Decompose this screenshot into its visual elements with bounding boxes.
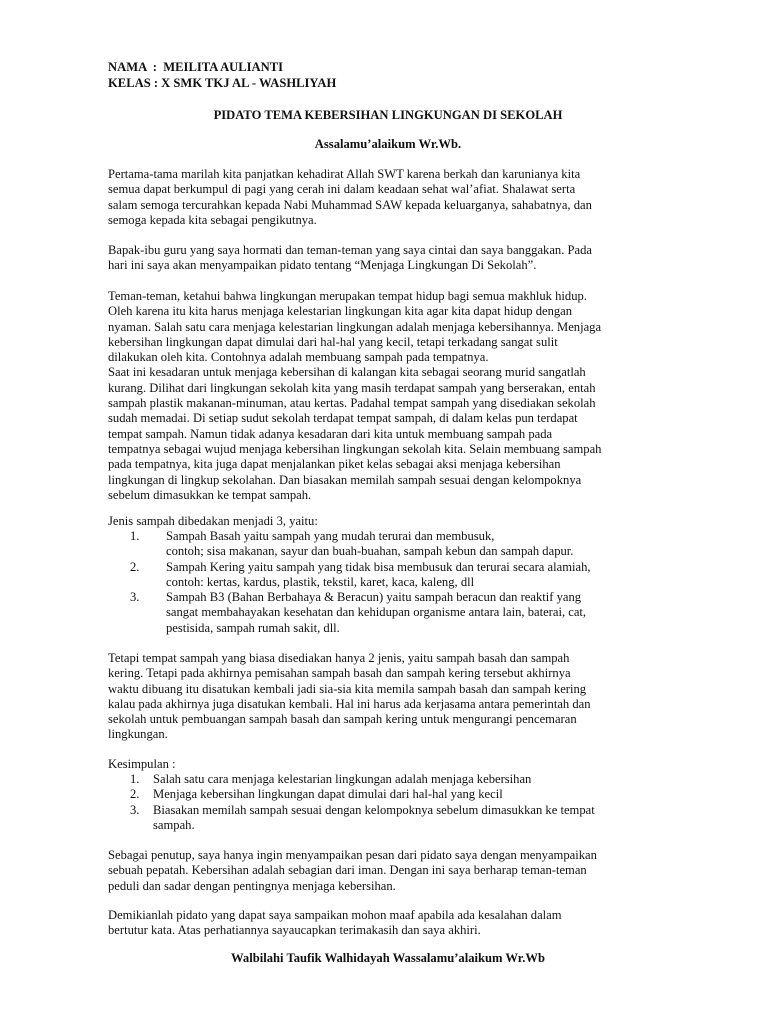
text-line: Sebagai penutup, saya hanya ingin menyampaikan pesan dari pidato saya dengan menyampaikan [108, 848, 597, 862]
text-line: contoh: kertas, kardus, plastik, tekstil, karet, kaca, kaleng, dll [166, 574, 475, 589]
list-number: 1. [130, 772, 140, 786]
text-line: Sampah Kering yaitu sampah yang tidak bisa membusuk dan terurai secara alamiah, [166, 559, 591, 574]
paragraph-closing-message [108, 848, 668, 894]
list-item [108, 560, 668, 591]
text-line: kering. Tetapi pada akhirnya pemisahan sampah basah dan sampah kering tersebut akhirnya [108, 666, 571, 681]
text-line: semoga kepada kita sebagai pengikutnya. [108, 212, 317, 227]
list-number: 1. [130, 529, 140, 543]
student-class: KELAS : X SMK TKJ AL - WASHLIYAH [108, 76, 337, 90]
text-line: salam semoga tercurahkan kepada Nabi Muhammad SAW kepada keluarganya, sahabatnya, dan [108, 197, 592, 212]
opening-greeting: Assalamu’alaikum Wr.Wb. [314, 137, 462, 151]
text-line: sangat membahayakan kesehatan dan kehidupan organisme antara lain, baterai, cat, [166, 605, 587, 620]
text-line: hari ini saya akan menyampaikan pidato tentang “Menjaga Lingkungan Di Sekolah”. [108, 258, 537, 273]
speech-title: PIDATO TEMA KEBERSIHAN LINGKUNGAN DI SEKOLAH [213, 108, 563, 122]
text-line: dilakukan oleh kita. Contohnya adalah membuang sampah pada tempatnya. [108, 350, 489, 365]
list-item [108, 803, 668, 834]
text-line: waktu dibuang itu disatukan kembali jadi sia-sia kita memila sampah basah dan sampah kering [108, 681, 587, 696]
text-line: semua dapat berkumpul di pagi yang cerah ini dalam keadaan sehat wal’afiat. Shalawat serta [108, 182, 576, 197]
text-line: bertutur kata. Atas perhatiannya sayaucapkan terimakasih dan saya akhiri. [108, 923, 481, 938]
waste-types-intro [108, 514, 668, 529]
text-line: sampah. [153, 817, 195, 832]
text-line: nyaman. Salah satu cara menjaga kelestarian lingkungan adalah menjaga kebersihannya. Menjaga [108, 319, 602, 334]
conclusion-list [108, 772, 668, 833]
conclusion-intro [108, 757, 668, 772]
waste-types-list [108, 529, 668, 636]
text-line: sebuah pepatah. Kebersihan adalah sebagian dari iman. Dengan ini saya berharap teman-teman [108, 863, 587, 878]
text-line: Salah satu cara menjaga kelestarian lingkungan adalah menjaga kebersihan [153, 772, 532, 786]
paragraph-farewell [108, 908, 668, 939]
text-line: Biasakan memilah sampah sesuai dengan kelompoknya sebelum dimasukkan ke tempat [153, 802, 595, 817]
text-line: kurang. Dilihat dari lingkungan sekolah kita yang masih terdapat sampah yang berserakan, entah [108, 380, 596, 395]
text-line: lingkungan. [108, 727, 168, 742]
list-number: 3. [130, 590, 140, 605]
text-line: Pertama-tama marilah kita panjatkan kehadirat Allah SWT karena berkah dan karunianya kita [108, 167, 581, 181]
text-line: Sampah B3 (Bahan Berbahaya & Beracun) yaitu sampah beracun dan reaktif yang [166, 590, 582, 605]
list-item [108, 529, 668, 560]
closing-greeting: Walbilahi Taufik Walhidayah Wassalamu’alaikum Wr.Wb [231, 951, 545, 965]
text-line: sebelum dimasukkan ke tempat sampah. [108, 487, 312, 502]
text-line: pestisida, sampah rumah sakit, dll. [166, 620, 340, 635]
text-line: lingkungan di lingkup sekolahan. Dan biasakan memilah sampah sesuai dengan kelompoknya [108, 472, 582, 487]
text-line: kalau pada akhirnya juga disatukan kembali. Hal ini harus ada kerjasama antara pemerintah dan [108, 696, 591, 711]
text-line: Jenis sampah dibedakan menjadi 3, yaitu: [108, 514, 318, 528]
text-line: Menjaga kebersihan lingkungan dapat dimulai dari hal-hal yang kecil [153, 787, 503, 802]
text-line: Oleh karena itu kita harus menjaga kelestarian lingkungan kita agar kita dapat hidup dengan [108, 304, 573, 319]
paragraph-bins [108, 651, 668, 743]
text-line: tempatnya sebagai wujud menjaga kebersihan lingkungan sekolah kita. Selain membuang sampah [108, 441, 602, 456]
paragraph-body [108, 289, 668, 503]
paragraph-salutation [108, 243, 668, 274]
list-number: 2. [130, 787, 140, 802]
list-item [108, 772, 668, 787]
list-number: 2. [130, 559, 140, 574]
text-line: tempat sampah. Namun tidak adanya kesadaran dari kita untuk membuang sampah pada [108, 426, 553, 441]
student-name: NAMA : MEILITA AULIANTI [108, 60, 284, 74]
text-line: Bapak-ibu guru yang saya hormati dan teman-teman yang saya cintai dan saya banggakan. Pada [108, 243, 592, 257]
text-line: sampah plastik makanan-minuman, atau kertas. Padahal tempat sampah yang disediakan sekolah [108, 396, 596, 411]
text-line: kebersihan lingkungan dapat dimulai dari hal-hal yang kecil, tetapi terkadang sangat sulit [108, 334, 558, 349]
text-line: pada tempatnya, kita juga dapat menjalankan piket kelas sebagai aksi menjaga kebersihan [108, 457, 561, 472]
text-line: contoh; sisa makanan, sayur dan buah-buahan, sampah kebun dan sampah dapur. [166, 544, 574, 559]
list-item [108, 787, 668, 802]
text-line: Sampah Basah yaitu sampah yang mudah terurai dan membusuk, [166, 529, 495, 543]
text-line: Kesimpulan : [108, 757, 176, 771]
text-line: sekolah untuk pembuangan sampah basah dan sampah kering untuk mengurangi pencemaran [108, 712, 577, 727]
text-line: Saat ini kesadaran untuk menjaga kebersihan di kalangan kita sebagai seorang murid sangatlah [108, 365, 586, 380]
text-line: Teman-teman, ketahui bahwa lingkungan merupakan tempat hidup bagi semua makhluk hidup. [108, 289, 587, 303]
text-line: Demikianlah pidato yang dapat saya sampaikan mohon maaf apabila ada kesalahan dalam [108, 908, 562, 922]
text-line: Tetapi tempat sampah yang biasa disediakan hanya 2 jenis, yaitu sampah basah dan sampah [108, 651, 570, 665]
paragraph-opening [108, 167, 668, 228]
list-item [108, 590, 668, 636]
list-number: 3. [130, 802, 140, 817]
text-line: peduli dan sadar dengan pentingnya menjaga kebersihan. [108, 878, 396, 893]
text-line: sudah memadai. Di setiap sudut sekolah terdapat tempat sampah, di dalam kelas pun terdapat [108, 411, 578, 426]
